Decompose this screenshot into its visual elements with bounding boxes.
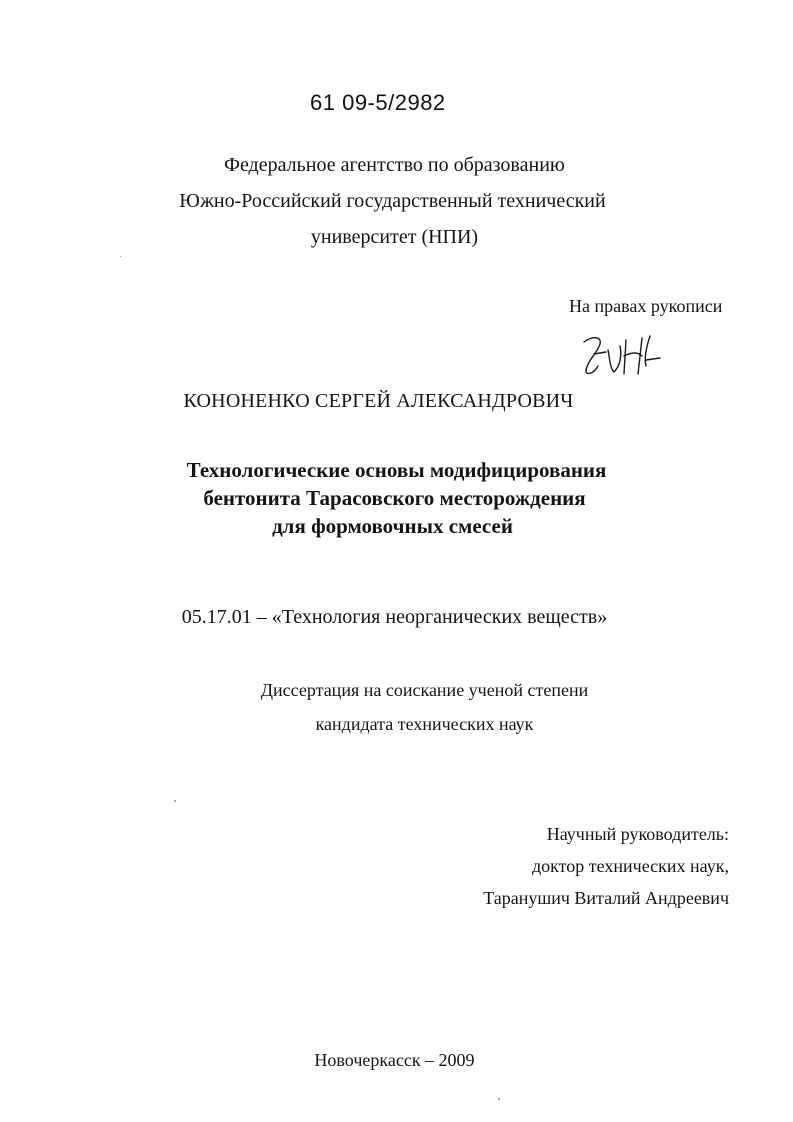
handwritten-signature bbox=[580, 330, 680, 380]
archive-code: 61 09-5/2982 bbox=[310, 90, 446, 115]
advisor-label: Научный руководитель: bbox=[546, 824, 729, 844]
scan-speck bbox=[174, 800, 176, 802]
city-year: Новочеркасск – 2009 bbox=[314, 1050, 475, 1070]
specialty-code: 05.17.01 – «Технология неорганических веществ» bbox=[181, 606, 608, 628]
degree-line: кандидата технических наук bbox=[315, 714, 534, 734]
scan-speck bbox=[498, 1098, 500, 1100]
organization-line: университет (НПИ) bbox=[310, 226, 479, 248]
advisor-degree: доктор технических наук, bbox=[532, 856, 729, 876]
author-name: КОНОНЕНКО СЕРГЕЙ АЛЕКСАНДРОВИЧ bbox=[183, 390, 574, 412]
advisor-name: Таранушич Виталий Андреевич bbox=[483, 888, 729, 908]
dissertation-title-line: бентонита Тарасовского месторождения bbox=[203, 486, 586, 510]
scan-speck bbox=[120, 256, 121, 257]
dissertation-title-line: для формовочных смесей bbox=[272, 514, 513, 538]
organization-line: Южно-Российский государственный технический bbox=[179, 190, 606, 212]
degree-line: Диссертация на соискание ученой степени bbox=[260, 680, 589, 700]
organization-line: Федеральное агентство по образованию bbox=[224, 154, 565, 176]
dissertation-title-line: Технологические основы модифицирования bbox=[186, 458, 607, 482]
manuscript-note: На правах рукописи bbox=[569, 296, 723, 316]
